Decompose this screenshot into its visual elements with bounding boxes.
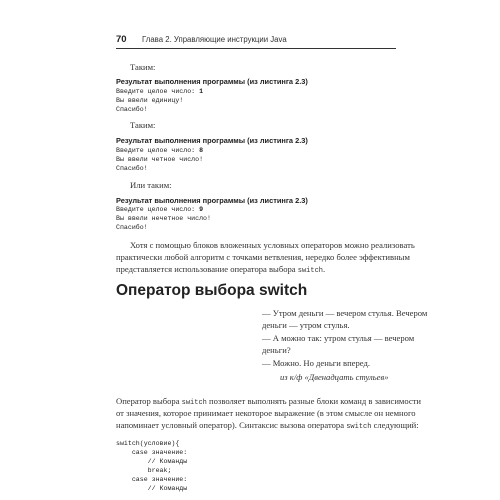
output-line: Введите целое число: bbox=[116, 206, 200, 213]
epigraph-line: деньги — утром стулья. bbox=[262, 320, 350, 330]
output-caption-3: Результат выполнения программы (из листинга 2.3) bbox=[116, 196, 308, 205]
output-line: Спасибо! bbox=[116, 165, 148, 172]
code-line: break; bbox=[116, 467, 172, 474]
code-line: case значение: bbox=[116, 476, 188, 483]
intro-text-1: Таким: bbox=[130, 62, 156, 72]
input-value: 8 bbox=[199, 147, 204, 154]
input-value: 1 bbox=[199, 88, 204, 95]
paragraph-line: от значения, которое принимает некоторое выражение (в этом смысле он немного bbox=[116, 408, 416, 418]
paragraph-line: Хотя с помощью блоков вложенных условных операторов можно реализовать bbox=[130, 240, 415, 250]
text-run: представляется использование оператора выбора bbox=[116, 264, 298, 274]
chapter-title: Глава 2. Управляющие инструкции Java bbox=[142, 34, 287, 44]
output-caption-1: Результат выполнения программы (из листинга 2.3) bbox=[116, 77, 308, 86]
intro-text-2: Таким: bbox=[130, 120, 156, 130]
paragraph-line bbox=[116, 264, 325, 275]
output-line: Вы ввели четное число! bbox=[116, 156, 204, 163]
output-line: Вы ввели единицу! bbox=[116, 97, 184, 104]
code-block bbox=[116, 439, 187, 493]
code-line: // Команды bbox=[116, 485, 188, 492]
text-run: следующий: bbox=[371, 420, 419, 430]
program-output-2 bbox=[116, 146, 203, 173]
epigraph-line: деньги? bbox=[262, 345, 291, 355]
output-line: Вы ввели нечетное число! bbox=[116, 215, 211, 222]
epigraph-line: — А можно так: утром стулья — вечером bbox=[262, 333, 415, 343]
program-output-3 bbox=[116, 205, 211, 232]
epigraph-citation: из к/ф «Двенадцать стульев» bbox=[280, 372, 389, 382]
inline-code: switch bbox=[346, 423, 372, 431]
text-run: напоминает условный оператор). Синтаксис вызова оператора bbox=[116, 420, 347, 430]
epigraph-line: — Можно. Но деньги вперед. bbox=[262, 358, 371, 368]
text-run: Оператор выбора bbox=[116, 396, 182, 406]
code-line: switch(условие){ bbox=[116, 440, 180, 447]
input-value: 9 bbox=[199, 206, 204, 213]
output-line: Спасибо! bbox=[116, 106, 148, 113]
paragraph-line: практически любой алгоритм с точками ветвления, нередко более эффективным bbox=[116, 252, 410, 262]
paragraph-line bbox=[116, 420, 419, 431]
paragraph-line bbox=[116, 396, 421, 407]
code-line: case значение: bbox=[116, 449, 188, 456]
inline-code: switch bbox=[297, 267, 323, 275]
page-header bbox=[116, 34, 396, 49]
inline-code: switch bbox=[181, 399, 207, 407]
section-heading: Оператор выбора switch bbox=[116, 282, 308, 299]
page-number: 70 bbox=[116, 34, 127, 45]
output-caption-2: Результат выполнения программы (из листинга 2.3) bbox=[116, 136, 308, 145]
output-line: Введите целое число: bbox=[116, 88, 200, 95]
code-line: // Команды bbox=[116, 458, 188, 465]
output-line: Спасибо! bbox=[116, 224, 148, 231]
text-run: позволяет выполнять разные блоки команд в зависимости bbox=[206, 396, 422, 406]
program-output-1 bbox=[116, 87, 203, 114]
output-line: Введите целое число: bbox=[116, 147, 200, 154]
epigraph-line: — Утром деньги — вечером стулья. Вечером bbox=[262, 308, 428, 318]
intro-text-3: Или таким: bbox=[130, 180, 172, 190]
text-run: . bbox=[322, 264, 326, 274]
